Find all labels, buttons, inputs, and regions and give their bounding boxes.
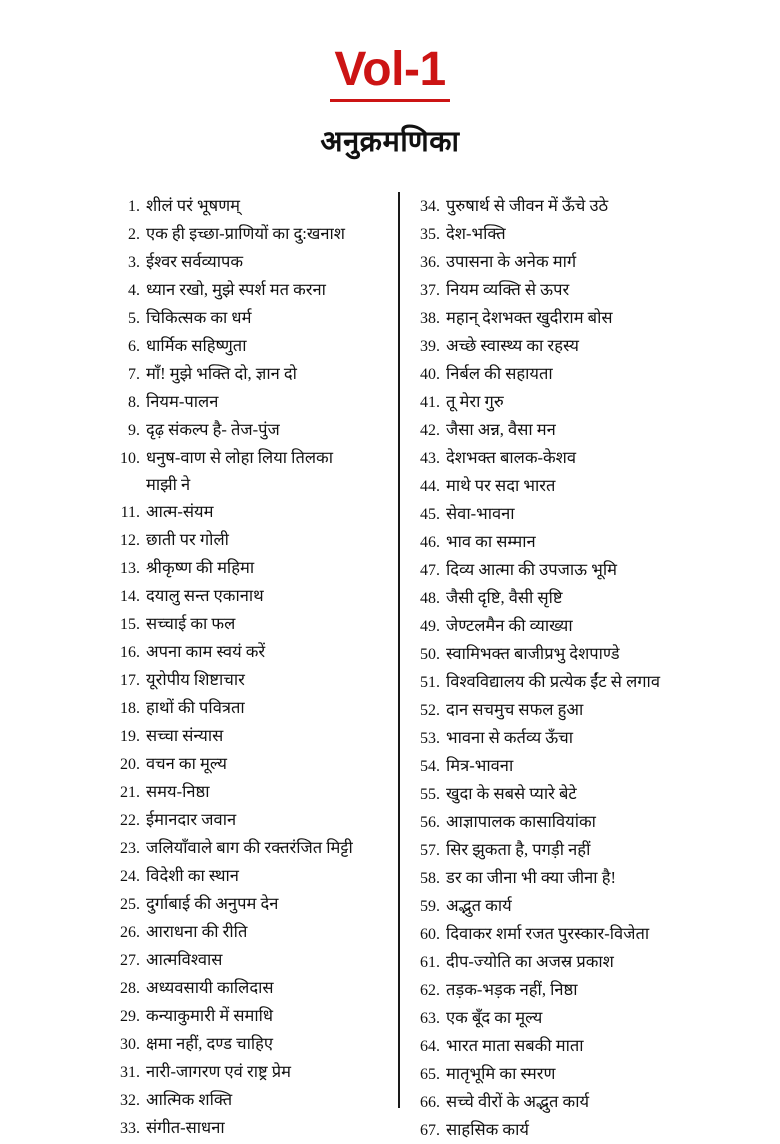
toc-entry[interactable] bbox=[112, 862, 394, 890]
toc-entry-number: 36. bbox=[420, 254, 440, 271]
toc-entry-number: 30. bbox=[120, 1036, 140, 1053]
toc-entry[interactable] bbox=[412, 248, 760, 276]
toc-entry[interactable] bbox=[112, 722, 394, 750]
toc-column-right bbox=[400, 192, 760, 1144]
toc-entry-title: दृढ़ संकल्प है- तेज-पुंज bbox=[146, 420, 280, 439]
page-title: अनुक्रमणिका bbox=[320, 126, 460, 158]
toc-entry-number: 42. bbox=[420, 422, 440, 439]
toc-entry-title: देश-भक्ति bbox=[446, 224, 506, 243]
toc-entry-number: 1. bbox=[128, 198, 140, 215]
toc-entry[interactable] bbox=[112, 416, 394, 444]
toc-entry[interactable] bbox=[412, 304, 760, 332]
toc-column-left bbox=[112, 192, 398, 1142]
toc-entry[interactable] bbox=[112, 834, 394, 862]
toc-entry-number: 37. bbox=[420, 282, 440, 299]
toc-entry-number: 19. bbox=[120, 728, 140, 745]
toc-entry-title: शीलं परं भूषणम् bbox=[146, 196, 240, 215]
toc-entry-title: जलियाँवाले बाग की रक्तरंजित मिट्टी bbox=[146, 838, 353, 857]
toc-entry-title: मातृभूमि का स्मरण bbox=[446, 1064, 556, 1083]
toc-entry-title: दुर्गाबाई की अनुपम देन bbox=[146, 894, 279, 913]
toc-entry-number: 54. bbox=[420, 758, 440, 775]
toc-entry-title: वचन का मूल्य bbox=[146, 754, 227, 773]
toc-entry-title: यूरोपीय शिष्टाचार bbox=[146, 670, 245, 689]
toc-entry[interactable] bbox=[112, 192, 394, 220]
toc-entry[interactable] bbox=[112, 498, 394, 526]
toc-entry-number: 32. bbox=[120, 1092, 140, 1109]
toc-entry-title: दयालु सन्त एकानाथ bbox=[146, 586, 264, 605]
toc-entry[interactable] bbox=[412, 584, 760, 612]
toc-entry-title: भारत माता सबकी माता bbox=[446, 1036, 584, 1055]
toc-entry-title: तू मेरा गुरु bbox=[446, 392, 504, 411]
toc-entry[interactable] bbox=[412, 192, 760, 220]
toc-entry-title: चिकित्सक का धर्म bbox=[146, 308, 252, 327]
toc-entry-number: 58. bbox=[420, 870, 440, 887]
toc-entry-number: 46. bbox=[420, 534, 440, 551]
toc-entry-title: सिर झुकता है, पगड़ी नहीं bbox=[446, 840, 591, 859]
toc-entry[interactable] bbox=[112, 1030, 394, 1058]
toc-entry-title: एक ही इच्छा-प्राणियों का दु:खनाश bbox=[146, 224, 345, 243]
toc-entry[interactable] bbox=[412, 836, 760, 864]
toc-entry-title: समय-निष्ठा bbox=[146, 782, 210, 801]
toc-entry-number: 62. bbox=[420, 982, 440, 999]
toc-entry[interactable] bbox=[112, 304, 394, 332]
toc-columns bbox=[0, 192, 780, 1139]
toc-entry-number: 67. bbox=[420, 1122, 440, 1139]
toc-entry-title: दिवाकर शर्मा रजत पुरस्कार-विजेता bbox=[446, 924, 650, 943]
toc-entry-number: 47. bbox=[420, 562, 440, 579]
toc-entry-title: धनुष-वाण से लोहा लिया तिलका माझी ने bbox=[146, 444, 394, 498]
toc-entry-title: छाती पर गोली bbox=[146, 530, 229, 549]
toc-entry-number: 40. bbox=[420, 366, 440, 383]
toc-entry-title: सेवा-भावना bbox=[446, 504, 515, 523]
toc-entry-number: 15. bbox=[120, 616, 140, 633]
toc-entry-title: नियम-पालन bbox=[146, 392, 219, 411]
toc-entry-number: 12. bbox=[120, 532, 140, 549]
toc-entry-number: 57. bbox=[420, 842, 440, 859]
toc-entry[interactable] bbox=[412, 808, 760, 836]
toc-entry[interactable] bbox=[112, 360, 394, 388]
toc-entry-title: अपना काम स्वयं करें bbox=[146, 642, 266, 661]
toc-entry-title: आज्ञापालक कासावियांका bbox=[446, 812, 596, 831]
toc-entry-title: क्षमा नहीं, दण्ड चाहिए bbox=[146, 1034, 274, 1053]
toc-entry-title: आत्मविश्वास bbox=[146, 950, 223, 969]
toc-entry-number: 25. bbox=[120, 896, 140, 913]
toc-entry[interactable] bbox=[112, 1114, 394, 1142]
toc-entry[interactable] bbox=[412, 444, 760, 472]
toc-entry-number: 24. bbox=[120, 868, 140, 885]
toc-entry[interactable] bbox=[112, 890, 394, 918]
toc-entry[interactable] bbox=[412, 276, 760, 304]
toc-entry[interactable] bbox=[412, 696, 760, 724]
toc-entry[interactable] bbox=[112, 582, 394, 610]
toc-entry-number: 43. bbox=[420, 450, 440, 467]
toc-entry-title: भाव का सम्मान bbox=[446, 532, 536, 551]
toc-entry-number: 3. bbox=[128, 254, 140, 271]
toc-entry-title: अच्छे स्वास्थ्य का रहस्य bbox=[446, 336, 579, 355]
toc-entry-title: जेण्टलमैन की व्याख्या bbox=[446, 616, 573, 635]
toc-entry-title: आत्मिक शक्ति bbox=[146, 1090, 233, 1109]
toc-entry-title: पुरुषार्थ से जीवन में ऊँचे उठे bbox=[446, 196, 609, 215]
toc-entry-title: निर्बल की सहायता bbox=[446, 364, 553, 383]
toc-entry[interactable] bbox=[112, 1086, 394, 1114]
toc-entry[interactable] bbox=[412, 892, 760, 920]
toc-entry-title: मित्र-भावना bbox=[446, 756, 514, 775]
toc-entry[interactable] bbox=[112, 610, 394, 638]
toc-entry-number: 23. bbox=[120, 840, 140, 857]
toc-entry[interactable] bbox=[412, 360, 760, 388]
toc-entry-title: दान सचमुच सफल हुआ bbox=[446, 700, 584, 719]
toc-entry-title: दीप-ज्योति का अजस्र प्रकाश bbox=[446, 952, 614, 971]
toc-entry-number: 51. bbox=[420, 674, 440, 691]
toc-entry-number: 38. bbox=[420, 310, 440, 327]
toc-entry[interactable] bbox=[112, 778, 394, 806]
toc-entry-number: 52. bbox=[420, 702, 440, 719]
toc-entry[interactable] bbox=[112, 276, 394, 304]
toc-entry-title: दिव्य आत्मा की उपजाऊ भूमि bbox=[446, 560, 617, 579]
toc-entry[interactable] bbox=[412, 668, 760, 696]
toc-entry-number: 17. bbox=[120, 672, 140, 689]
toc-entry-number: 56. bbox=[420, 814, 440, 831]
toc-entry-title: माथे पर सदा भारत bbox=[446, 476, 556, 495]
toc-entry[interactable] bbox=[112, 638, 394, 666]
toc-entry-number: 63. bbox=[420, 1010, 440, 1027]
toc-entry-number: 39. bbox=[420, 338, 440, 355]
toc-entry-number: 66. bbox=[420, 1094, 440, 1111]
toc-entry-number: 13. bbox=[120, 560, 140, 577]
toc-entry[interactable] bbox=[412, 416, 760, 444]
toc-entry-title: महान् देशभक्त खुदीराम बोस bbox=[446, 308, 613, 327]
toc-entry[interactable] bbox=[412, 920, 760, 948]
toc-entry-title: हाथों की पवित्रता bbox=[146, 698, 245, 717]
toc-entry-number: 8. bbox=[128, 394, 140, 411]
toc-list-left bbox=[112, 192, 394, 1142]
toc-entry-number: 48. bbox=[420, 590, 440, 607]
toc-entry-title: धार्मिक सहिष्णुता bbox=[146, 336, 247, 355]
toc-entry-title: ईश्वर सर्वव्यापक bbox=[146, 252, 244, 271]
toc-entry-number: 50. bbox=[420, 646, 440, 663]
toc-entry[interactable] bbox=[412, 1032, 760, 1060]
toc-entry-number: 27. bbox=[120, 952, 140, 969]
toc-entry-number: 45. bbox=[420, 506, 440, 523]
toc-entry[interactable] bbox=[112, 974, 394, 1002]
toc-entry-title: विश्वविद्यालय की प्रत्येक ईंट से लगाव bbox=[446, 672, 660, 691]
toc-entry-title: अद्भुत कार्य bbox=[446, 896, 512, 915]
toc-entry[interactable] bbox=[112, 332, 394, 360]
toc-entry[interactable] bbox=[112, 750, 394, 778]
toc-entry-title: सच्चे वीरों के अद्भुत कार्य bbox=[446, 1092, 590, 1111]
toc-entry-title: श्रीकृष्ण की महिमा bbox=[146, 558, 255, 577]
toc-entry-title: सच्चाई का फल bbox=[146, 614, 236, 633]
toc-entry-number: 4. bbox=[128, 282, 140, 299]
toc-entry-title: आत्म-संयम bbox=[146, 502, 214, 521]
toc-entry-number: 33. bbox=[120, 1120, 140, 1137]
toc-entry[interactable] bbox=[112, 1002, 394, 1030]
toc-entry-number: 29. bbox=[120, 1008, 140, 1025]
toc-entry[interactable] bbox=[412, 612, 760, 640]
toc-entry-number: 5. bbox=[128, 310, 140, 327]
toc-entry-title: एक बूँद का मूल्य bbox=[446, 1008, 543, 1027]
toc-entry-title: संगीत-साधना bbox=[146, 1118, 225, 1137]
toc-entry[interactable] bbox=[112, 526, 394, 554]
toc-entry-title: साहसिक कार्य bbox=[446, 1120, 529, 1139]
toc-entry[interactable] bbox=[112, 918, 394, 946]
toc-entry-title-continuation: माझी ने bbox=[146, 475, 191, 494]
toc-entry[interactable] bbox=[412, 640, 760, 668]
toc-entry-title: कन्याकुमारी में समाधि bbox=[146, 1006, 274, 1025]
toc-entry-number: 10. bbox=[120, 450, 140, 467]
toc-entry-number: 6. bbox=[128, 338, 140, 355]
toc-entry-number: 65. bbox=[420, 1066, 440, 1083]
toc-entry-title: सच्चा संन्यास bbox=[146, 726, 224, 745]
toc-entry[interactable] bbox=[112, 388, 394, 416]
toc-entry-number: 2. bbox=[128, 226, 140, 243]
toc-entry-number: 20. bbox=[120, 756, 140, 773]
toc-entry[interactable] bbox=[412, 724, 760, 752]
toc-entry-number: 60. bbox=[420, 926, 440, 943]
toc-entry-title: नारी-जागरण एवं राष्ट्र प्रेम bbox=[146, 1062, 292, 1081]
toc-entry-title: ईमानदार जवान bbox=[146, 810, 237, 829]
toc-entry-number: 14. bbox=[120, 588, 140, 605]
toc-entry-number: 44. bbox=[420, 478, 440, 495]
toc-entry-title: नियम व्यक्ति से ऊपर bbox=[446, 280, 570, 299]
toc-entry-title: तड़क-भड़क नहीं, निष्ठा bbox=[446, 980, 578, 999]
toc-entry-number: 55. bbox=[420, 786, 440, 803]
toc-entry[interactable] bbox=[412, 220, 760, 248]
toc-entry[interactable] bbox=[112, 220, 394, 248]
toc-entry-number: 18. bbox=[120, 700, 140, 717]
toc-entry-title: विदेशी का स्थान bbox=[146, 866, 239, 885]
toc-entry-number: 31. bbox=[120, 1064, 140, 1081]
toc-entry[interactable] bbox=[112, 946, 394, 974]
toc-entry[interactable] bbox=[412, 780, 760, 808]
toc-entry[interactable] bbox=[112, 444, 394, 498]
toc-entry[interactable] bbox=[412, 976, 760, 1004]
toc-entry-number: 41. bbox=[420, 394, 440, 411]
toc-entry[interactable] bbox=[112, 1058, 394, 1086]
toc-entry-number: 26. bbox=[120, 924, 140, 941]
toc-entry-title: माँ! मुझे भक्ति दो, ज्ञान दो bbox=[146, 364, 297, 383]
toc-entry-number: 61. bbox=[420, 954, 440, 971]
toc-entry[interactable] bbox=[412, 528, 760, 556]
toc-entry-number: 22. bbox=[120, 812, 140, 829]
toc-entry[interactable] bbox=[112, 806, 394, 834]
toc-entry-number: 59. bbox=[420, 898, 440, 915]
toc-entry-number: 16. bbox=[120, 644, 140, 661]
toc-entry[interactable] bbox=[412, 388, 760, 416]
toc-entry[interactable] bbox=[412, 1060, 760, 1088]
toc-entry-title: आराधना की रीति bbox=[146, 922, 248, 941]
toc-entry-title: खुदा के सबसे प्यारे बेटे bbox=[446, 784, 577, 803]
toc-entry-title: जैसा अन्न, वैसा मन bbox=[446, 420, 556, 439]
toc-entry-number: 35. bbox=[420, 226, 440, 243]
toc-entry[interactable] bbox=[412, 948, 760, 976]
toc-entry[interactable] bbox=[412, 332, 760, 360]
toc-list-right bbox=[412, 192, 760, 1144]
toc-entry-number: 49. bbox=[420, 618, 440, 635]
toc-entry[interactable] bbox=[112, 248, 394, 276]
toc-entry[interactable] bbox=[412, 556, 760, 584]
toc-entry-title: उपासना के अनेक मार्ग bbox=[446, 252, 577, 271]
toc-entry-number: 64. bbox=[420, 1038, 440, 1055]
toc-entry[interactable] bbox=[412, 864, 760, 892]
toc-entry[interactable] bbox=[412, 1088, 760, 1116]
toc-entry[interactable] bbox=[112, 666, 394, 694]
toc-entry-title: देशभक्त बालक-केशव bbox=[446, 448, 577, 467]
page-header bbox=[0, 0, 780, 157]
toc-entry-number: 28. bbox=[120, 980, 140, 997]
toc-entry-number: 9. bbox=[128, 422, 140, 439]
toc-entry-number: 34. bbox=[420, 198, 440, 215]
toc-entry-title: स्वामिभक्त बाजीप्रभु देशपाण्डे bbox=[446, 644, 620, 663]
toc-entry[interactable] bbox=[412, 472, 760, 500]
toc-entry-title: डर का जीना भी क्या जीना है! bbox=[446, 868, 616, 887]
toc-entry-number: 11. bbox=[120, 504, 140, 521]
toc-entry-title: जैसी दृष्टि, वैसी सृष्टि bbox=[446, 588, 563, 607]
toc-entry[interactable] bbox=[412, 1004, 760, 1032]
toc-entry[interactable] bbox=[412, 752, 760, 780]
toc-entry[interactable] bbox=[412, 500, 760, 528]
toc-entry-title: अध्यवसायी कालिदास bbox=[146, 978, 274, 997]
toc-entry[interactable] bbox=[112, 554, 394, 582]
toc-entry-title: भावना से कर्तव्य ऊँचा bbox=[446, 728, 574, 747]
toc-entry-title: ध्यान रखो, मुझे स्पर्श मत करना bbox=[146, 280, 326, 299]
toc-entry-number: 7. bbox=[128, 366, 140, 383]
toc-entry-number: 21. bbox=[120, 784, 140, 801]
toc-entry[interactable] bbox=[112, 694, 394, 722]
volume-title: Vol-1 bbox=[330, 46, 449, 102]
toc-entry[interactable] bbox=[412, 1116, 760, 1144]
toc-entry-number: 53. bbox=[420, 730, 440, 747]
